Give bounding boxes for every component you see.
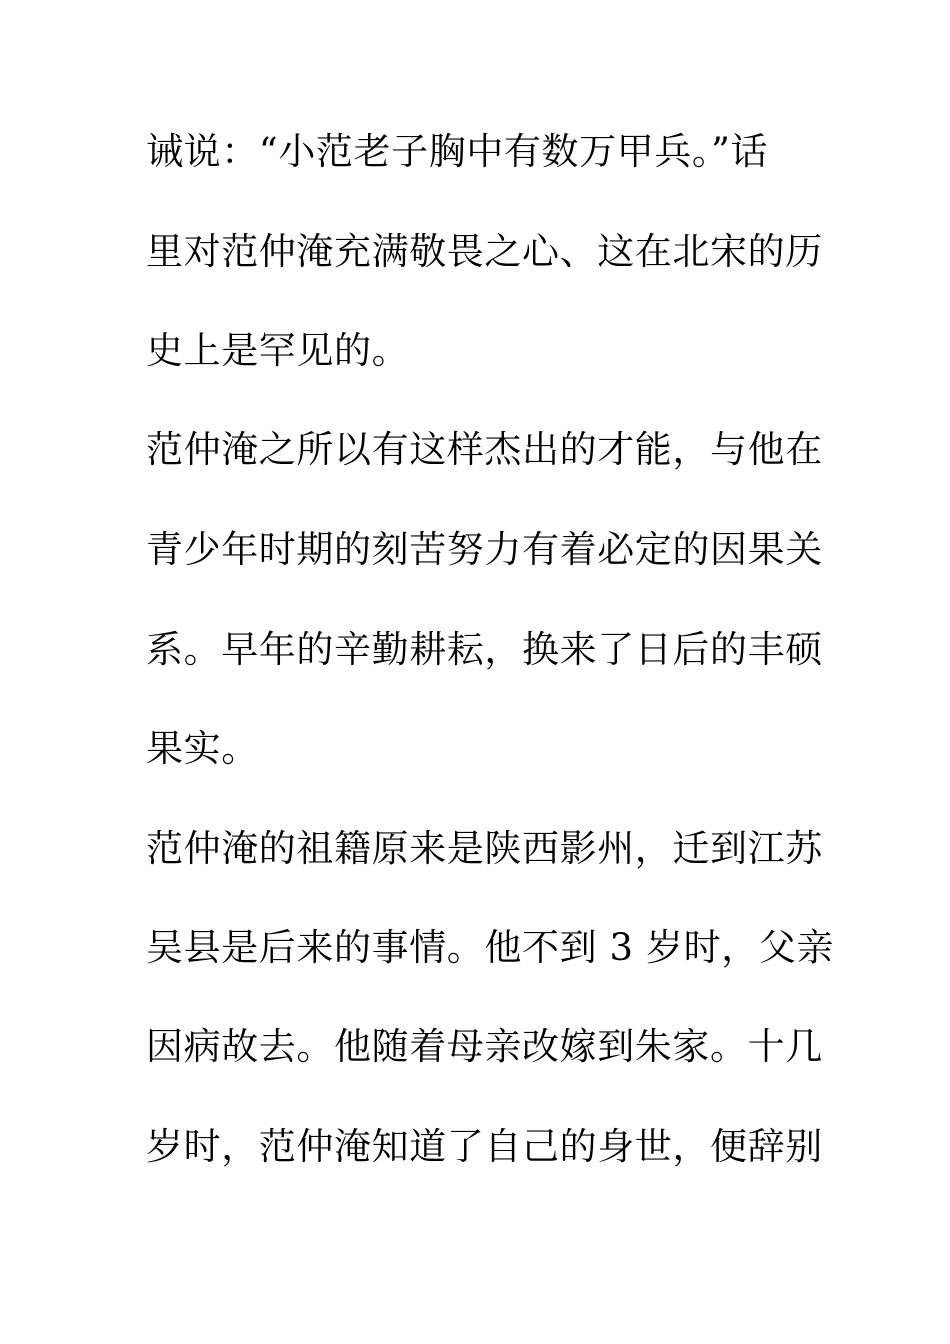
text-line: 果实。 — [146, 727, 259, 770]
text-line: 范仲淹的祖籍原来是陕西影州，迁到江苏 — [146, 827, 823, 870]
text-line: 史上是罕见的。 — [146, 329, 410, 372]
text-line: 范仲淹之所以有这样杰出的才能，与他在 — [146, 428, 823, 471]
text-line: 因病故去。他随着母亲改嫁到朱家。十几 — [146, 1025, 823, 1068]
text-line: 系。早年的辛勤耕耘，换来了日后的丰硕 — [146, 628, 823, 671]
text-line: 诫说：“小范老子胸中有数万甲兵。”话 — [146, 130, 769, 173]
text-line: 吴县是后来的事情。他不到 3 岁时，父亲 — [146, 926, 835, 969]
text-line: 青少年时期的刻苦努力有着必定的因果关 — [146, 528, 823, 571]
text-line: 岁时，范仲淹知道了自己的身世，便辞别 — [146, 1125, 823, 1168]
text-line: 里对范仲淹充满敬畏之心、这在北宋的历 — [146, 230, 823, 273]
